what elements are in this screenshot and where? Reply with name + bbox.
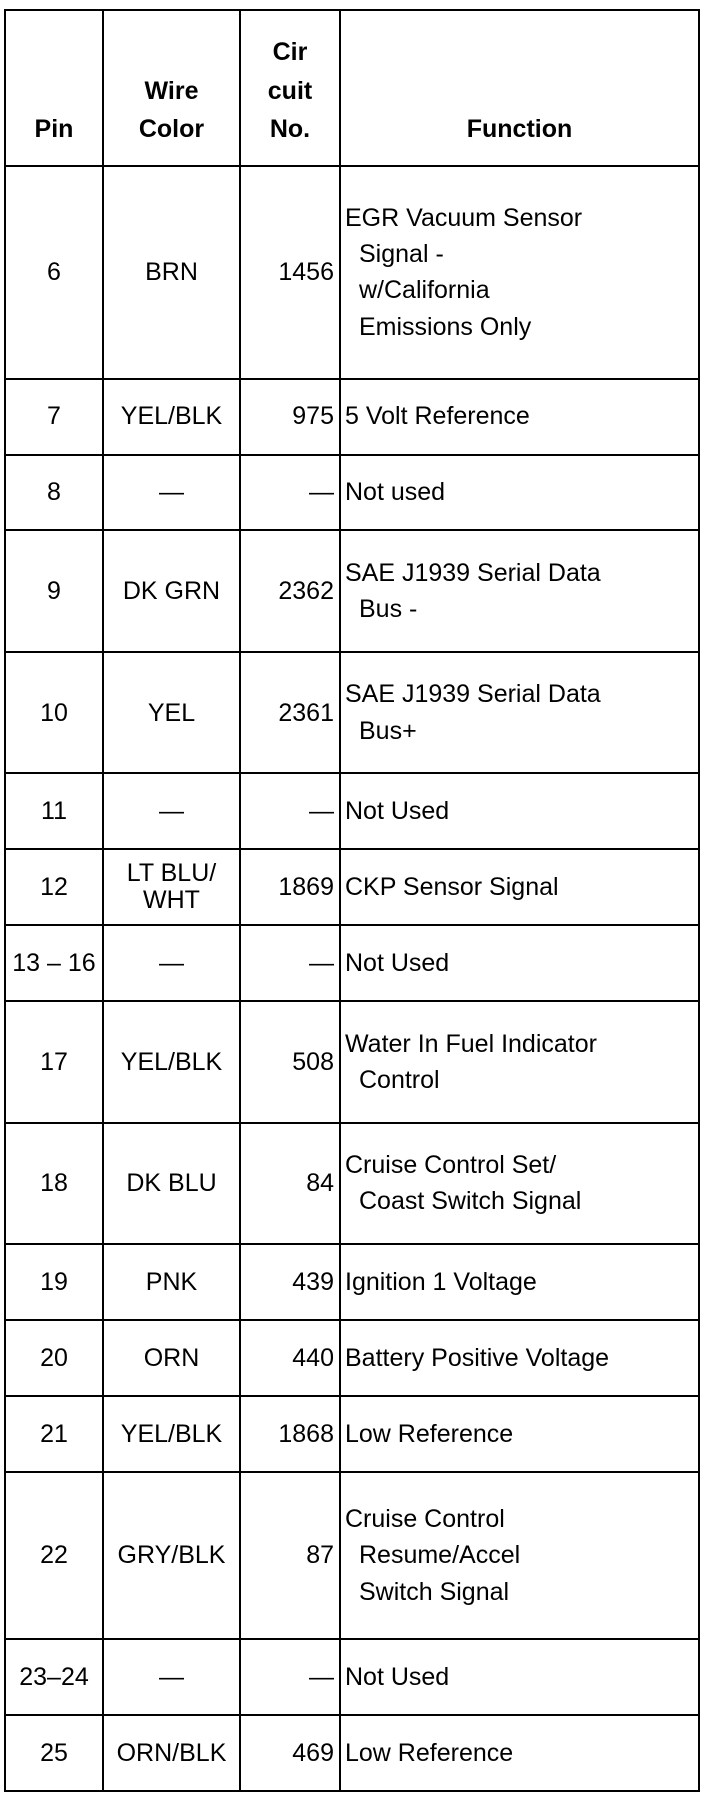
header-wire-color — [103, 10, 240, 166]
function-text-line: Cruise Control — [345, 1505, 505, 1534]
wire-color-text: BRN — [145, 258, 198, 287]
table-row — [5, 773, 699, 849]
circuit-number-cell: — — [240, 773, 340, 849]
pin-cell: 9 — [5, 530, 103, 651]
table-row — [5, 1639, 699, 1715]
wire-color-text: — — [159, 478, 184, 507]
function-text-line: Coast Switch Signal — [359, 1187, 582, 1216]
function-text-line: Cruise Control Set/ — [345, 1151, 557, 1180]
header-text-line: No. — [269, 115, 311, 144]
pin-cell: 12 — [5, 849, 103, 925]
function-text-line: Not Used — [345, 1662, 450, 1691]
circuit-number-cell: 1868 — [240, 1396, 340, 1472]
header-text-line: Color — [138, 115, 205, 144]
pin-cell: 20 — [5, 1320, 103, 1396]
circuit-number-cell: 1456 — [240, 166, 340, 379]
function-cell — [340, 849, 699, 925]
table-row — [5, 652, 699, 773]
function-cell — [340, 1123, 699, 1244]
header-text-line: cuit — [267, 76, 313, 105]
table-row — [5, 1396, 699, 1472]
circuit-number-cell: 440 — [240, 1320, 340, 1396]
pin-cell: 19 — [5, 1244, 103, 1320]
wire-color-cell — [103, 166, 240, 379]
table-row — [5, 455, 699, 531]
function-text-line: 5 Volt Reference — [345, 402, 530, 431]
function-text-line: Control — [359, 1065, 440, 1094]
table-row — [5, 379, 699, 455]
table-body — [5, 166, 699, 1791]
function-text-line: Bus+ — [359, 716, 417, 745]
function-text-line: Resume/Accel — [359, 1541, 521, 1570]
function-text-line: Switch Signal — [359, 1577, 510, 1606]
wire-color-cell — [103, 1320, 240, 1396]
function-cell — [340, 166, 699, 379]
wire-color-text: DK GRN — [122, 577, 221, 606]
header-text-line: Function — [466, 115, 573, 144]
function-cell — [340, 652, 699, 773]
connector-pinout-table — [4, 9, 700, 1792]
header-pin — [5, 10, 103, 166]
function-text-line: SAE J1939 Serial Data — [345, 680, 601, 709]
header-text-line: Wire — [144, 76, 199, 105]
wire-color-cell — [103, 652, 240, 773]
function-cell — [340, 1244, 699, 1320]
circuit-number-cell: 2362 — [240, 530, 340, 651]
function-text-line: Low Reference — [345, 1738, 514, 1767]
wire-color-cell — [103, 455, 240, 531]
wire-color-text: — — [159, 1662, 184, 1691]
circuit-number-cell: 1869 — [240, 849, 340, 925]
pin-cell: 17 — [5, 1001, 103, 1122]
wire-color-text: YEL/BLK — [120, 1047, 223, 1076]
header-row — [5, 10, 699, 166]
function-text-line: Ignition 1 Voltage — [345, 1267, 537, 1296]
function-cell — [340, 925, 699, 1001]
table-row — [5, 1320, 699, 1396]
function-text-line: w/California — [359, 276, 490, 305]
function-cell — [340, 1396, 699, 1472]
table-row — [5, 530, 699, 651]
table-row — [5, 1472, 699, 1639]
wire-color-cell — [103, 1123, 240, 1244]
table-row — [5, 1001, 699, 1122]
table-row — [5, 1244, 699, 1320]
circuit-number-cell: — — [240, 925, 340, 1001]
function-cell — [340, 1715, 699, 1791]
wire-color-text: LT BLU/ — [126, 858, 217, 887]
header-text-line: Pin — [34, 115, 74, 144]
pin-cell: 18 — [5, 1123, 103, 1244]
pin-cell: 10 — [5, 652, 103, 773]
circuit-number-cell: 439 — [240, 1244, 340, 1320]
wire-color-text: YEL/BLK — [120, 1419, 223, 1448]
wire-color-text: PNK — [145, 1267, 198, 1296]
circuit-number-cell: — — [240, 455, 340, 531]
function-text-line: Battery Positive Voltage — [345, 1343, 610, 1372]
table-row — [5, 166, 699, 379]
wire-color-cell — [103, 1472, 240, 1639]
function-text-line: EGR Vacuum Sensor — [345, 203, 583, 232]
wire-color-text: YEL — [147, 698, 196, 727]
circuit-number-cell: 2361 — [240, 652, 340, 773]
function-text-line: Not Used — [345, 949, 450, 978]
function-cell — [340, 1001, 699, 1122]
pin-cell: 25 — [5, 1715, 103, 1791]
circuit-number-cell: 84 — [240, 1123, 340, 1244]
wire-color-text: WHT — [143, 886, 200, 915]
circuit-number-cell: — — [240, 1639, 340, 1715]
wire-color-cell — [103, 1396, 240, 1472]
pin-cell: 8 — [5, 455, 103, 531]
function-text-line: SAE J1939 Serial Data — [345, 558, 601, 587]
function-cell — [340, 379, 699, 455]
pin-cell: 7 — [5, 379, 103, 455]
pin-cell: 23–24 — [5, 1639, 103, 1715]
table-header — [5, 10, 699, 166]
wire-color-text: YEL/BLK — [120, 402, 223, 431]
function-text-line: Not used — [345, 478, 446, 507]
function-cell — [340, 773, 699, 849]
wire-color-cell — [103, 1244, 240, 1320]
function-cell — [340, 1639, 699, 1715]
pin-cell: 22 — [5, 1472, 103, 1639]
wire-color-cell — [103, 925, 240, 1001]
function-text-line: Bus - — [359, 595, 418, 624]
function-cell — [340, 455, 699, 531]
wire-color-cell — [103, 849, 240, 925]
pin-cell: 13 – 16 — [5, 925, 103, 1001]
wire-color-text: ORN — [143, 1343, 200, 1372]
table-row — [5, 925, 699, 1001]
header-text-line: Cir — [272, 37, 308, 66]
wire-color-cell — [103, 530, 240, 651]
wire-color-text: GRY/BLK — [117, 1541, 226, 1570]
table-row — [5, 1715, 699, 1791]
function-text-line: Signal - — [359, 240, 444, 269]
table-row — [5, 849, 699, 925]
wire-color-cell — [103, 1001, 240, 1122]
function-cell — [340, 1472, 699, 1639]
function-cell — [340, 1320, 699, 1396]
circuit-number-cell: 508 — [240, 1001, 340, 1122]
wire-color-cell — [103, 1715, 240, 1791]
circuit-number-cell: 87 — [240, 1472, 340, 1639]
circuit-number-cell: 975 — [240, 379, 340, 455]
wire-color-cell — [103, 773, 240, 849]
function-text-line: CKP Sensor Signal — [345, 873, 559, 902]
function-text-line: Emissions Only — [359, 312, 532, 341]
wire-color-text: — — [159, 797, 184, 826]
wire-color-cell — [103, 379, 240, 455]
header-function — [340, 10, 699, 166]
function-cell — [340, 530, 699, 651]
wire-color-text: ORN/BLK — [116, 1738, 227, 1767]
header-circuit-no — [240, 10, 340, 166]
circuit-number-cell: 469 — [240, 1715, 340, 1791]
function-text-line: Not Used — [345, 797, 450, 826]
function-text-line: Water In Fuel Indicator — [345, 1029, 597, 1058]
table-row — [5, 1123, 699, 1244]
wire-color-cell — [103, 1639, 240, 1715]
wire-color-text: — — [159, 949, 184, 978]
pin-cell: 21 — [5, 1396, 103, 1472]
wire-color-text: DK BLU — [126, 1169, 217, 1198]
pin-cell: 11 — [5, 773, 103, 849]
function-text-line: Low Reference — [345, 1419, 514, 1448]
pin-cell: 6 — [5, 166, 103, 379]
